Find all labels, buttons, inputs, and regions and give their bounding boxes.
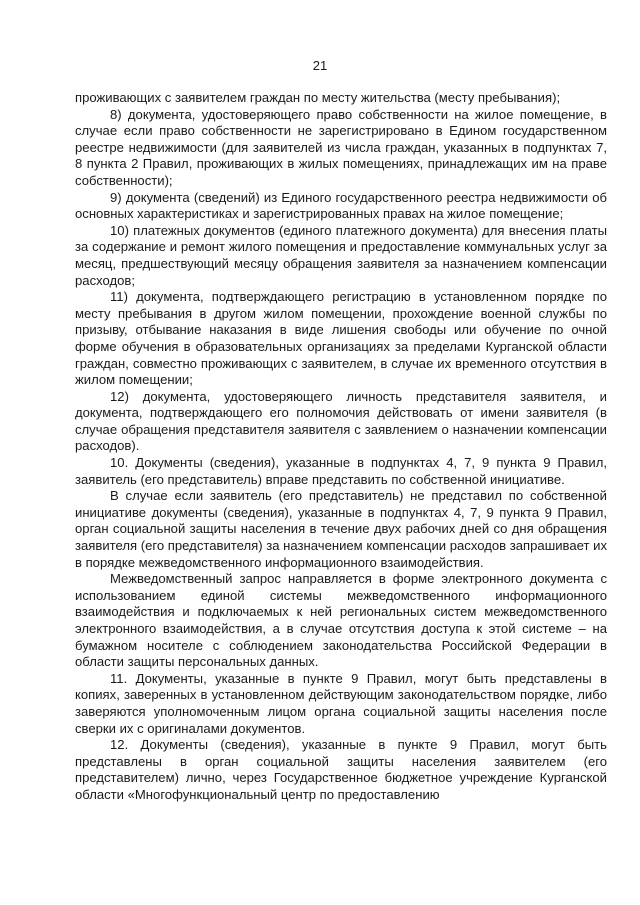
paragraph-item-10: 10) платежных документов (единого платежного документа) для внесения платы за содержание и ремонт жилого помещения и предоставление коммунальных услуг за месяц, предшествующий месяцу обращения заявителя за назначением компенсации расходов; — [75, 222, 607, 288]
document-body — [75, 90, 607, 804]
page-number: 21 — [312, 58, 328, 73]
paragraph-clause-10: 10. Документы (сведения), указанные в подпунктах 4, 7, 9 пункта 9 Правил, заявитель (его представитель) вправе представить по собственной инициативе. — [75, 455, 607, 487]
paragraph-clause-10-request-form: Межведомственный запрос направляется в форме электронного документа с использованием единой системы межведомственного информационного взаимодействия и подключаемых к ней региональных систем межведомственного электронного взаимодействия, а в случае отсутствия доступа к этой системе – на бумажном носителе с соблюдением законодательства Российской Федерации в области защиты персональных данных. — [75, 571, 607, 670]
paragraph-item-11: 11) документа, подтверждающего регистрацию в установленном порядке по месту пребывания в другом жилом помещении, прохождение военной службы по призыву, отбывание наказания в виде лишения свободы или обучение по очной форме обучения в образовательных организациях за пределами Курганской области граждан, совместно проживающих с заявителем, в случае их временного отсутствия в жилом помещении; — [75, 289, 607, 388]
paragraph-item-12: 12) документа, удостоверяющего личность представителя заявителя, и документа, подтверждающего его полномочия действовать от имени заявителя (в случае обращения представителя заявителя с заявлением о назначении компенсации расходов). — [75, 388, 607, 454]
paragraph-continuation: проживающих с заявителем граждан по месту жительства (месту пребывания); — [75, 90, 561, 105]
paragraph-item-9: 9) документа (сведений) из Единого государственного реестра недвижимости об основных характеристиках и зарегистрированных правах на жилое помещение; — [75, 189, 607, 222]
paragraph-clause-10-interagency: В случае если заявитель (его представитель) не представил по собственной инициативе документы (сведения), указанные в подпунктах 4, 7, 9 пункта 9 Правил, орган социальной защиты населения в течение двух рабочих дней со дня обращения заявителя (его представителя) за назначением компенсации расходов запрашивает их в порядке межведомственного информационного взаимодействия. — [75, 488, 607, 570]
paragraph-clause-11: 11. Документы, указанные в пункте 9 Правил, могут быть представлены в копиях, заверенных в установленном действующим законодательством порядке, либо заверяются уполномоченным лицом органа социальной защиты населения после сверки их с оригиналами документов. — [75, 670, 607, 736]
paragraph-clause-12: 12. Документы (сведения), указанные в пункте 9 Правил, могут быть представлены в орган социальной защиты населения заявителем (его представителем) лично, через Государственное бюджетное учреждение Курганской области «Многофункциональный центр по предоставлению — [75, 737, 607, 802]
paragraph-item-8: 8) документа, удостоверяющего право собственности на жилое помещение, в случае если право собственности не зарегистрировано в Едином государственном реестре недвижимости (для заявителей из числа граждан, указанных в подпунктах 7, 8 пункта 2 Правил, проживающих в жилых помещениях, принадлежащих им на праве собственности); — [75, 106, 607, 188]
